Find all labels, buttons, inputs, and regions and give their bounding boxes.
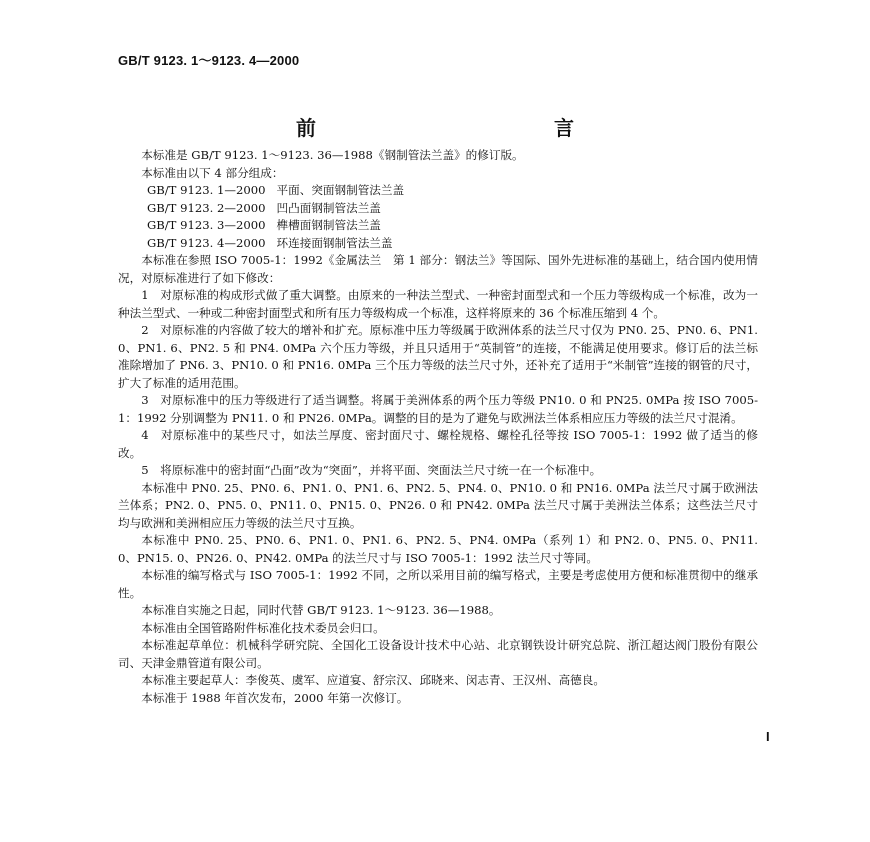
part-list-item xyxy=(118,235,758,253)
part-name: 凹凸面钢制管法兰盖 xyxy=(276,200,381,215)
foreword-body xyxy=(118,147,758,707)
paragraph-change-5: 5 将原标准中的密封面“凸面”改为“突面”，并将平面、突面法兰尺寸统一在一个标准中。 xyxy=(141,463,602,477)
paragraph-drafting-units: 本标准起草单位：机械科学研究院、全国化工设备设计技术中心站、北京钢铁设计研究总院、浙江超达阀门股份有限公司、天津金鼎管道有限公司。 xyxy=(118,638,758,670)
part-code: GB/T 9123. 4—2000 xyxy=(147,235,266,250)
part-name: 平面、突面钢制管法兰盖 xyxy=(276,183,405,197)
paragraph-format: 本标准的编写格式与 ISO 7005-1：1992 不同，之所以采用目前的编写格式，主要是考虑使用方便和标准贯彻中的继承性。 xyxy=(118,568,758,600)
page-title: 前 言 xyxy=(296,116,640,140)
part-name: 环连接面钢制管法兰盖 xyxy=(276,235,393,250)
paragraph-history: 本标准于 1988 年首次发布，2000 年第一次修订。 xyxy=(141,690,409,705)
part-code: GB/T 9123. 1—2000 xyxy=(147,183,266,197)
part-list-item xyxy=(118,200,758,218)
page-number: I xyxy=(766,729,770,744)
paragraph-drafters: 本标准主要起草人：李俊英、虞军、应道宴、舒宗汉、邱晓来、闵志青、王汉州、高德良。 xyxy=(141,673,605,687)
paragraph-change-2: 2 对原标准的内容做了较大的增补和扩充。原标准中压力等级属于欧洲体系的法兰尺寸仅为 PN0. 25、PN0. 6、PN1. 0、PN1. 6、PN2. 5 和 PN4. 0MPa 六个压力等级，并且只适用于“英制管”的连接，不能满足使用要求。修订后的法兰标准除增加了 PN6. 3、PN10. 0 和 PN16. 0MPa 三个压力等级的法兰尺寸外，还补充了适用于“米制管”连接的钢管的尺寸，扩大了标准的适用范围。 xyxy=(118,323,758,390)
part-code: GB/T 9123. 2—2000 xyxy=(147,200,266,215)
part-name: 榫槽面钢制管法兰盖 xyxy=(276,218,381,232)
part-code: GB/T 9123. 3—2000 xyxy=(147,218,266,232)
paragraph-change-1: 1 对原标准的构成形式做了重大调整。由原来的一种法兰型式、一种密封面型式和一个压力等级构成一个标准，改为一种法兰型式、一种或二种密封面型式和所有压力等级构成一个标准，这样将原来的 36 个标准压缩到 4 个。 xyxy=(118,288,758,320)
paragraph-composition: 本标准由以下 4 部分组成： xyxy=(141,165,284,180)
paragraph-flange-systems: 本标准中 PN0. 25、PN0. 6、PN1. 0、PN1. 6、PN2. 5、PN4. 0、PN10. 0 和 PN16. 0MPa 法兰尺寸属于欧洲法兰体系；PN2. 0、PN5. 0、PN11. 0、PN15. 0、PN26. 0 和 PN42. 0MPa 法兰尺寸属于美洲法兰体系；这些法兰尺寸均与欧洲和美洲相应压力等级的法兰尺寸互换。 xyxy=(118,480,758,530)
paragraph-change-3: 3 对原标准中的压力等级进行了适当调整。将属于美洲体系的两个压力等级 PN10. 0 和 PN25. 0MPa 按 ISO 7005-1：1992 分别调整为 PN11. 0 和 PN26. 0MPa。调整的目的是为了避免与欧洲法兰体系相应压力等级的法兰尺寸混淆。 xyxy=(118,393,758,425)
paragraph-intro: 本标准是 GB/T 9123. 1～9123. 36—1988《钢制管法兰盖》的修订版。 xyxy=(141,148,524,162)
paragraph-reference: 本标准在参照 ISO 7005-1：1992《金属法兰 第 1 部分：钢法兰》等国际、国外先进标准的基础上，结合国内使用情况，对原标准进行了如下修改： xyxy=(118,253,758,285)
part-list-item xyxy=(118,182,758,200)
paragraph-change-4: 4 对原标准中的某些尺寸，如法兰厚度、密封面尺寸、螺栓规格、螺栓孔径等按 ISO 7005-1：1992 做了适当的修改。 xyxy=(118,428,758,460)
standard-code-header: GB/T 9123. 1～9123. 4—2000 xyxy=(118,53,300,68)
paragraph-administration: 本标准由全国管路附件标准化技术委员会归口。 xyxy=(141,620,385,635)
paragraph-iso-equivalence: 本标准中 PN0. 25、PN0. 6、PN1. 0、PN1. 6、PN2. 5、PN4. 0MPa（系列 1）和 PN2. 0、PN5. 0、PN11. 0、PN15. 0、PN26. 0、PN42. 0MPa 的法兰尺寸与 ISO 7005-1：1992 法兰尺寸等同。 xyxy=(118,533,758,565)
part-list-item xyxy=(118,217,758,235)
paragraph-replacement: 本标准自实施之日起，同时代替 GB/T 9123. 1～9123. 36—1988。 xyxy=(141,603,501,617)
